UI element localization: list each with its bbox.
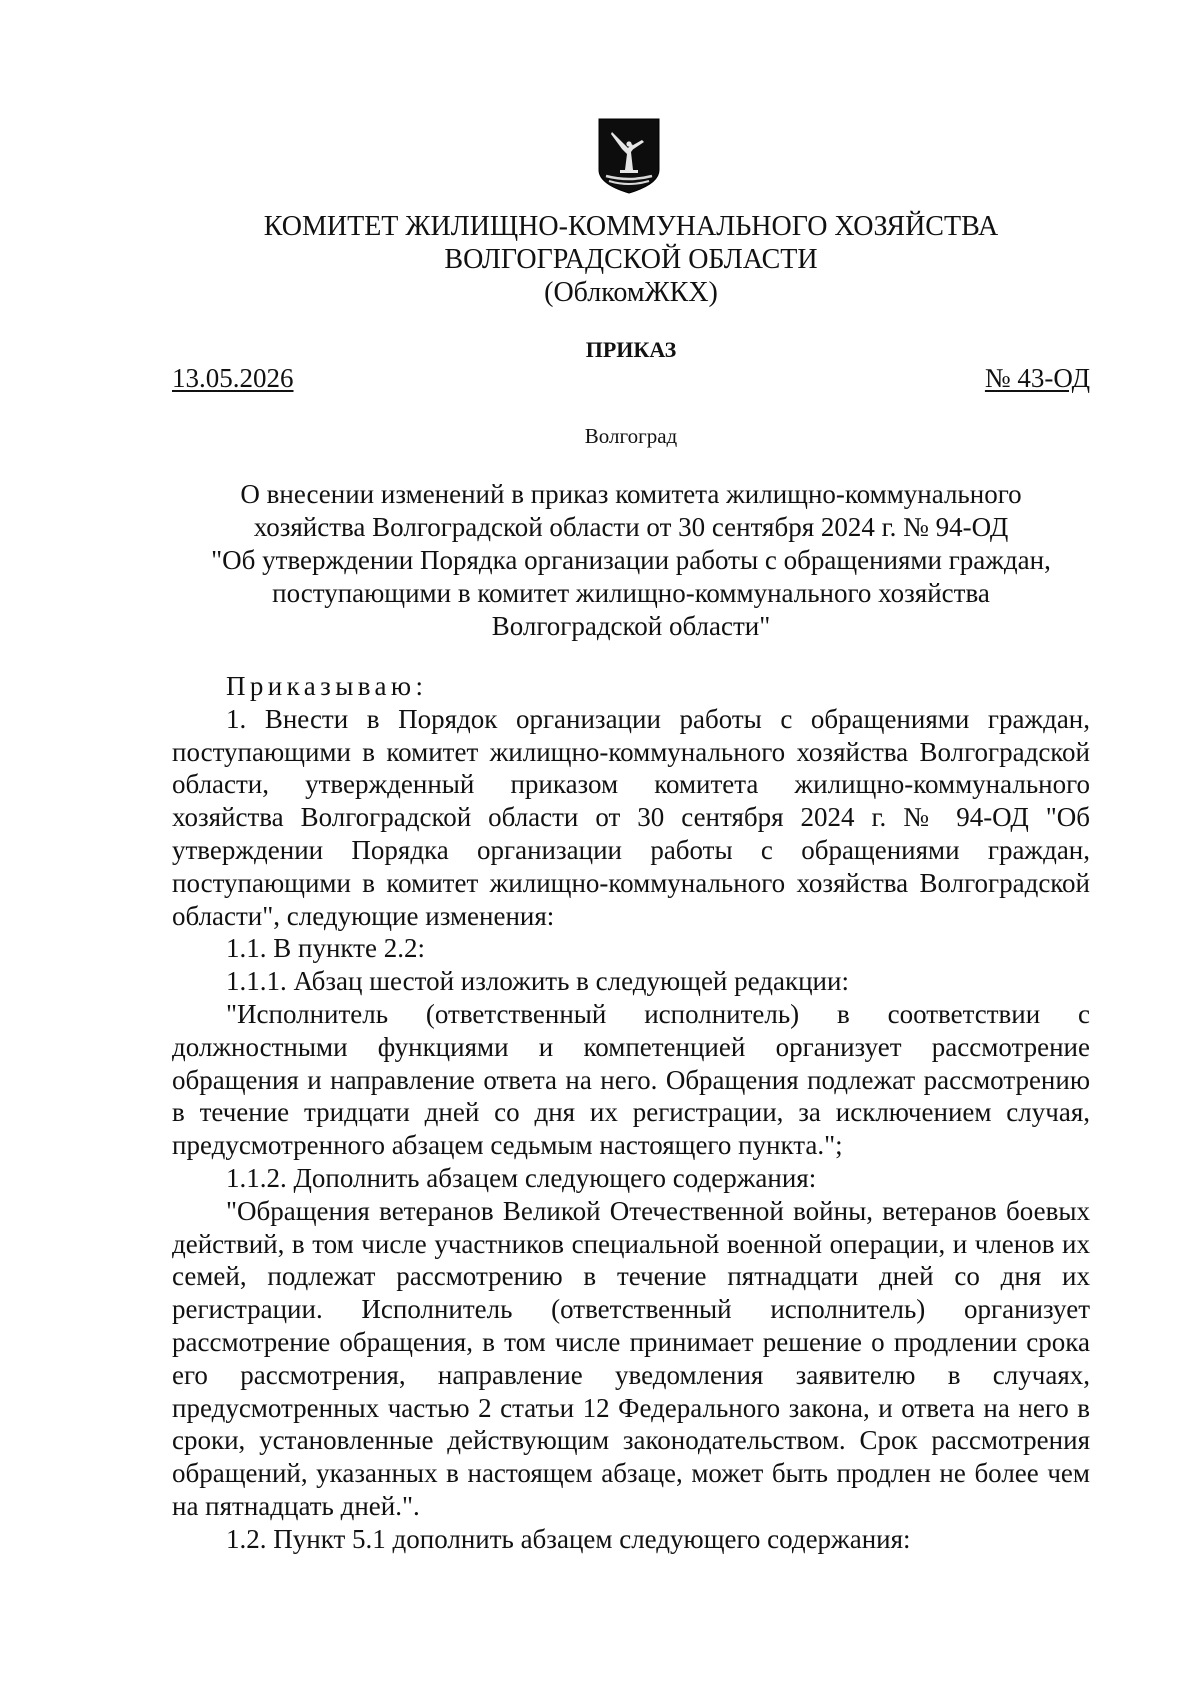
body-paragraph: 1.1.1. Абзац шестой изложить в следующей редакции: (226, 966, 849, 997)
body-paragraph: "Исполнитель (ответственный исполнитель) в соответствии с должностными функциями и компетенцией организует рассмотрение обращения и направление ответа на него. Обращения подлежат рассмотрению в течение тридцати дней со дня их регистрации, за исключением случая, предусмотренного абзацем седьмым настоящего пункта."; (172, 998, 1090, 1161)
body-paragraph: 1.1.2. Дополнить абзацем следующего содержания: (226, 1162, 817, 1193)
subject-line: О внесении изменений в приказ комитета жилищно-коммунального (240, 479, 1022, 509)
body-paragraph: 1.1. В пункте 2.2: (226, 933, 425, 964)
document-body (172, 670, 1090, 1556)
document-number: № 43-ОД (984, 363, 1090, 393)
subject-line: Волгоградской области" (491, 611, 771, 641)
org-line: КОМИТЕТ ЖИЛИЩНО-КОММУНАЛЬНОГО ХОЗЯЙСТВА (263, 211, 999, 242)
body-paragraph: "Обращения ветеранов Великой Отечественной войны, ветеранов боевых действий, в том числе участников специальной военной операции, и членов их семей, подлежат рассмотрению в течение пятнадцати дней со дня их регистрации. Исполнитель (ответственный исполнитель) организует рассмотрение обращения, в том числе принимает решение о продлении срока его рассмотрения, направление уведомления заявителю в случаях, предусмотренных частью 2 статьи 12 Федерального закона, и ответа на него в сроки, установленные действующим законодательством. Срок рассмотрения обращений, указанных в настоящем абзаце, может быть продлен не более чем на пятнадцать дней.". (172, 1195, 1090, 1521)
document-subject (172, 478, 1090, 643)
document-city: Волгоград (584, 424, 678, 448)
order-statement: Приказываю: (226, 671, 428, 701)
body-paragraph: 1. Внести в Порядок организации работы с обращениями граждан, поступающими в комитет жилищно-коммунального хозяйства Волгоградской области, утвержденный приказом комитета жилищно-коммунального хозяйства Волгоградской области от 30 сентября 2024 г. № 94-ОД "Об утверждении Порядка организации работы с обращениями граждан, поступающими в комитет жилищно-коммунального хозяйства Волгоградской области", следующие изменения: (172, 703, 1090, 931)
subject-line: "Об утверждении Порядка организации работы с обращениями граждан, (211, 545, 1051, 575)
document-page (172, 0, 1090, 1697)
subject-line: хозяйства Волгоградской области от 30 сентября 2024 г. № 94-ОД (253, 512, 1009, 542)
org-line: ВОЛГОГРАДСКОЙ ОБЛАСТИ (444, 244, 818, 275)
document-type: ПРИКАЗ (585, 337, 677, 362)
org-line: (ОблкомЖКХ) (544, 277, 718, 308)
document-date: 13.05.2026 (172, 363, 294, 393)
volgograd-coat-of-arms-icon (598, 118, 660, 194)
subject-line: поступающими в комитет жилищно-коммунального хозяйства (272, 578, 990, 608)
body-paragraph: 1.2. Пункт 5.1 дополнить абзацем следующего содержания: (226, 1523, 911, 1554)
organization-name (172, 210, 1090, 309)
